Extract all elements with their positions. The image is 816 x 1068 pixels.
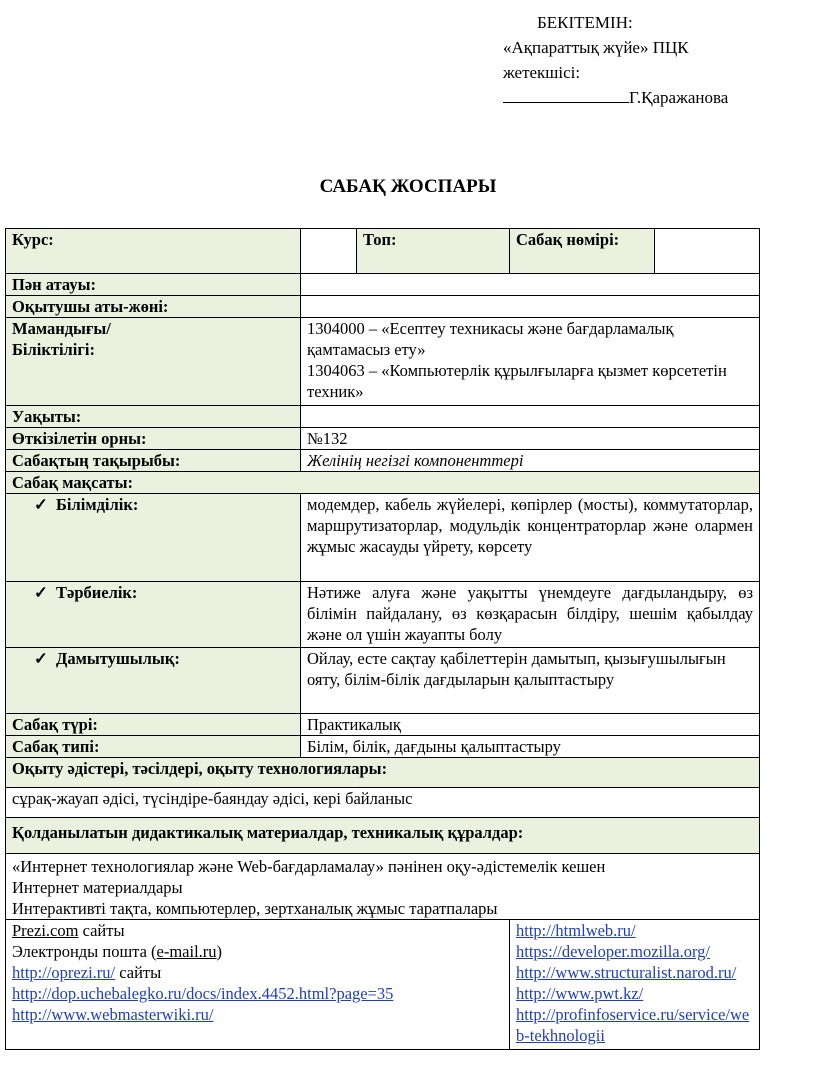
email-prefix: Электронды пошта (: [12, 942, 157, 961]
lesson-type-value: Практикалық: [301, 714, 760, 736]
dop-link[interactable]: http://dop.uchebalegko.ru/docs/index.4452.html?page=35: [12, 984, 394, 1003]
resources-row: [6, 920, 760, 1050]
teacher-value: [301, 296, 760, 318]
place-row: [6, 428, 760, 450]
materials-value: [6, 854, 760, 920]
course-label: Курс:: [6, 229, 301, 274]
checkmark-icon: ✓: [34, 495, 48, 514]
edu-goal-label-text: Білімділік:: [56, 495, 139, 514]
specialty-label-line1: Мамандығы/: [12, 319, 111, 338]
checkmark-icon: ✓: [34, 583, 48, 602]
subject-row: [6, 274, 760, 296]
subject-label: Пән атауы:: [6, 274, 301, 296]
email-suffix: ): [216, 942, 223, 961]
specialty-value: [301, 318, 760, 406]
signature-line: [503, 86, 629, 103]
dop-link-line: [12, 983, 503, 1004]
header-row: [6, 229, 760, 274]
resources-right: [510, 920, 760, 1050]
edu-goal-label: [6, 494, 301, 582]
specialty-2: 1304063 – «Компьютерлік құрылғыларға қызмет көрсететін техник»: [307, 361, 727, 401]
topic-label: Сабақтың тақырыбы:: [6, 450, 301, 472]
resource-link[interactable]: https://developer.mozilla.org/: [516, 942, 711, 961]
methods-value-row: [6, 788, 760, 818]
place-value: №132: [301, 428, 760, 450]
dev-goal-value: Ойлау, есте сақтау қабілеттерін дамытып, қызығушылығын ояту, білім-білік дағдыларын қалыптастыру: [301, 648, 760, 714]
goals-label: Сабақ мақсаты:: [6, 472, 760, 494]
oprezi-suffix: сайты: [115, 963, 162, 982]
specialty-row: [6, 318, 760, 406]
approval-committee: «Ақпараттық жүйе» ПЦК: [503, 38, 689, 57]
email-link[interactable]: e-mail.ru: [156, 942, 217, 961]
specialty-label-line2: Біліктілігі:: [12, 340, 95, 359]
approval-signer: Г.Қаражанова: [629, 88, 729, 107]
material-1: «Интернет технологиялар және Web-бағдарламалау» пәнінен оқу-әдістемелік кешен: [12, 857, 606, 876]
prezi-line: [12, 920, 503, 941]
goals-row: [6, 472, 760, 494]
course-value: [301, 229, 357, 274]
materials-label-row: [6, 818, 760, 854]
dev-goal-label: [6, 648, 301, 714]
checkmark-icon: ✓: [34, 649, 48, 668]
approval-role: жетекшісі:: [503, 63, 581, 82]
methods-label-row: [6, 758, 760, 788]
place-label: Өткізілетін орны:: [6, 428, 301, 450]
approval-block: [503, 10, 803, 110]
resource-link[interactable]: http://htmlweb.ru/: [516, 921, 636, 940]
prezi-suffix: сайты: [78, 921, 125, 940]
lesson-number-value: [655, 229, 760, 274]
dev-goal-label-text: Дамытушылық:: [56, 649, 180, 668]
methods-value: сұрақ-жауап әдісі, түсіндіре-баяндау әдісі, кері байланыс: [6, 788, 760, 818]
dev-goal-row: [6, 648, 760, 714]
resource-link[interactable]: http://www.structuralist.narod.ru/: [516, 963, 737, 982]
lesson-kind-label: Сабақ типі:: [6, 736, 301, 758]
time-label: Уақыты:: [6, 406, 301, 428]
upbringing-goal-label: [6, 582, 301, 648]
oprezi-link[interactable]: http://oprezi.ru/: [12, 963, 116, 982]
page-title: САБАҚ ЖОСПАРЫ: [319, 176, 497, 197]
upbringing-goal-value: Нәтиже алуға және уақытты үнемдеуге дағдыландыру, өз білімін пайдалану, өз көзқарасын білдіру, шешім қабылдау және ол үшін жауапты болу: [301, 582, 760, 648]
webmasterwiki-link[interactable]: http://www.webmasterwiki.ru/: [12, 1005, 214, 1024]
time-row: [6, 406, 760, 428]
lesson-plan-table: [5, 228, 760, 1050]
edu-goal-value: модемдер, кабель жүйелері, көпірлер (мосты), коммутаторлар, маршрутизаторлар, модульдік концентраторлар және олармен жұмыс жасауды үйрету, көрсету: [301, 494, 760, 582]
specialty-1: 1304000 – «Есептеу техникасы және бағдарламалық қамтамасыз ету»: [307, 319, 674, 359]
lesson-number-label: Сабақ нөмірі:: [510, 229, 655, 274]
material-2: Интернет материалдары: [12, 878, 183, 897]
time-value: [301, 406, 760, 428]
materials-label: Қолданылатын дидактикалық материалдар, техникалық құралдар:: [6, 818, 760, 854]
methods-label: Оқыту әдістері, тәсілдері, оқыту технологиялары:: [6, 758, 760, 788]
resource-link[interactable]: http://www.pwt.kz/: [516, 984, 644, 1003]
resource-link[interactable]: http://profinfoservice.ru/service/web-tekhnologii: [516, 1005, 750, 1045]
topic-value: Желінің негізгі компоненттері: [301, 450, 760, 472]
edu-goal-row: [6, 494, 760, 582]
lesson-type-row: [6, 714, 760, 736]
lesson-type-label: Сабақ түрі:: [6, 714, 301, 736]
prezi-link[interactable]: Prezi.com: [12, 921, 79, 940]
specialty-label: [6, 318, 301, 406]
teacher-label: Оқытушы аты-жөні:: [6, 296, 301, 318]
upbringing-goal-label-text: Тәрбиелік:: [56, 583, 138, 602]
group-label: Топ:: [357, 229, 510, 274]
webmasterwiki-line: [12, 1004, 503, 1025]
approval-title: БЕКІТЕМІН:: [537, 13, 633, 32]
materials-value-row: [6, 854, 760, 920]
topic-row: [6, 450, 760, 472]
teacher-row: [6, 296, 760, 318]
lesson-kind-value: Білім, білік, дағдыны қалыптастыру: [301, 736, 760, 758]
lesson-kind-row: [6, 736, 760, 758]
subject-value: [301, 274, 760, 296]
email-line: [12, 941, 503, 962]
material-3: Интерактивті тақта, компьютерлер, зертханалық жұмыс таратпалары: [12, 899, 498, 918]
oprezi-line: [12, 962, 503, 983]
approval-signature: [503, 85, 803, 110]
resources-left: [6, 920, 510, 1050]
upbringing-goal-row: [6, 582, 760, 648]
